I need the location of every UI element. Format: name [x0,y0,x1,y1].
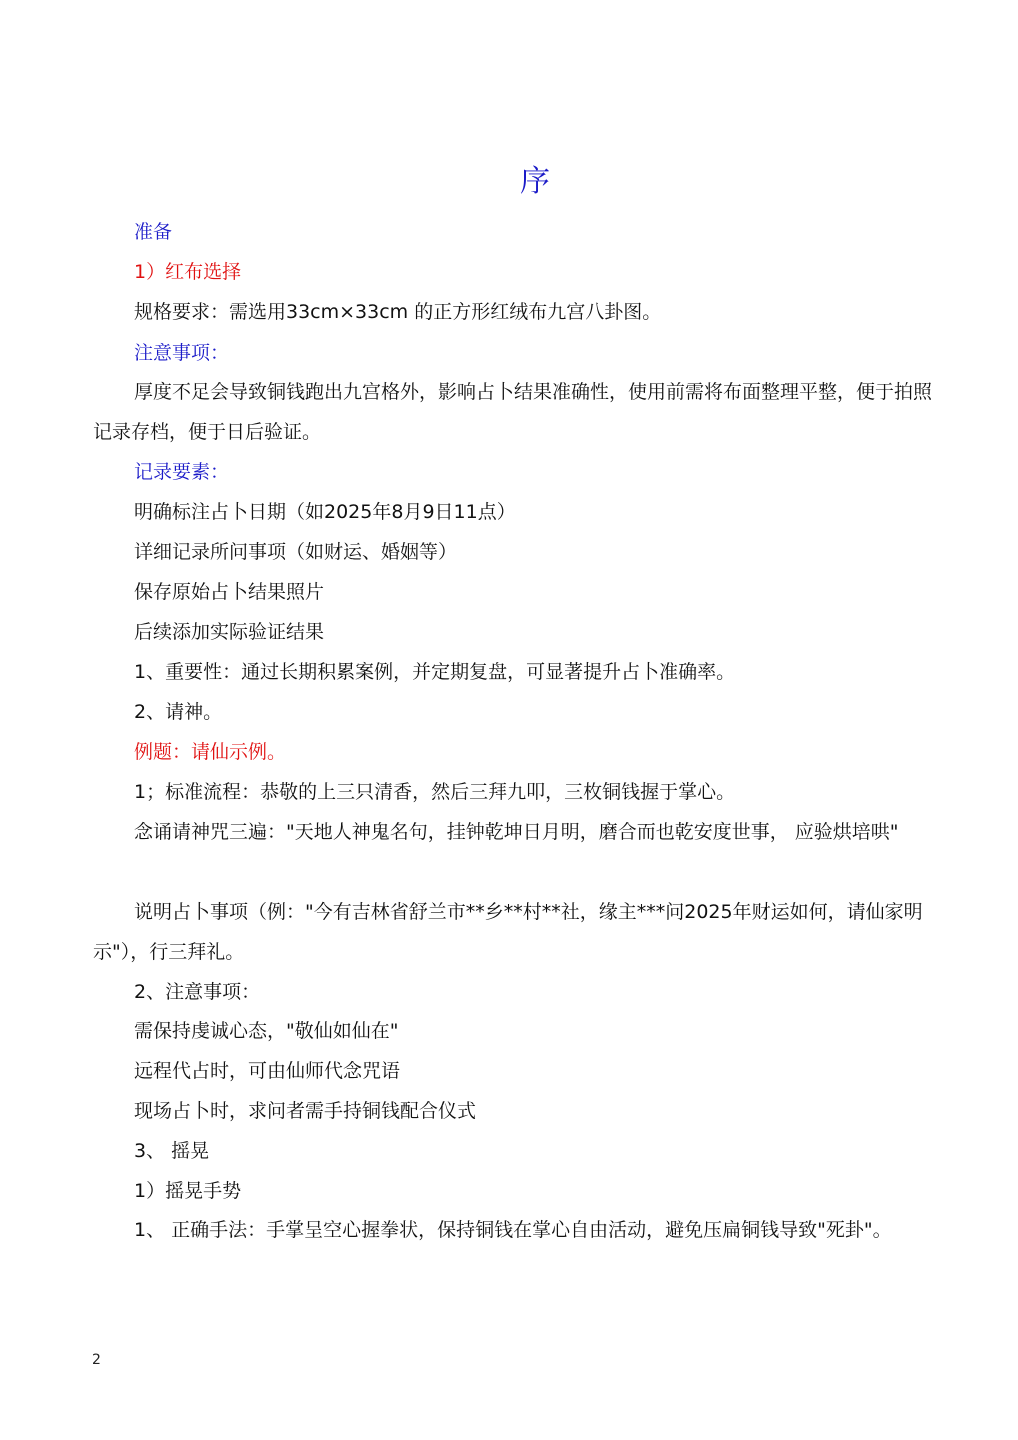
notes-paragraph: 厚度不足会导致铜钱跑出九宫格外，影响占卜结果准确性，使用前需将布面整理平整，便于拍照记录存档，便于日后验证。 [93,381,933,443]
spec-requirement: 规格要求：需选用33cm×33cm 的正方形红绒布九宫八卦图。 [134,301,662,323]
shake-heading: 3、 摇晃 [134,1140,210,1162]
record-item-photo: 保存原始占卜结果照片 [134,581,325,603]
heading-red-cloth: 1）红布选择 [134,261,242,283]
shake-gesture-heading: 1）摇晃手势 [134,1180,242,1202]
example-heading: 例题：请仙示例。 [134,741,287,763]
heading-notes: 注意事项： [134,342,230,364]
page-title: 序 [520,164,550,199]
heading-record-elements: 记录要素： [134,461,230,483]
note-onsite: 现场占卜时，求问者需手持铜钱配合仪式 [134,1100,477,1122]
note-sincerity: 需保持虔诚心态，"敬仙如仙在" [134,1020,399,1042]
record-item-matter: 详细记录所问事项（如财运、婚姻等） [134,541,458,563]
note-remote: 远程代占时，可由仙师代念咒语 [134,1060,401,1082]
record-item-date: 明确标注占卜日期（如2025年8月9日11点） [134,501,516,523]
record-item-verify: 后续添加实际验证结果 [134,621,325,643]
heading-prepare: 准备 [134,221,173,243]
page-number: 2 [92,1352,101,1368]
correct-method-paragraph: 1、 正确手法：手掌呈空心握拳状，保持铜钱在掌心自由活动，避免压扁铜钱导致"死卦"。 [134,1219,892,1241]
importance-line: 1、重要性：通过长期积累案例，并定期复盘，可显著提升占卜准确率。 [134,661,736,683]
standard-procedure: 1；标准流程：恭敬的上三只清香，然后三拜九叩，三枚铜钱握于掌心。 [134,781,736,803]
chant-paragraph: 念诵请神咒三遍："天地人神鬼名句，挂钟乾坤日月明，磨合而也乾安度世事， 应验烘培哄" [134,821,899,843]
notes-heading-2: 2、注意事项： [134,981,261,1003]
invoke-heading: 2、请神。 [134,701,223,723]
explain-paragraph: 说明占卜事项（例："今有吉林省舒兰市**乡**村**社，缘主***问2025年财运如何，请仙家明示"），行三拜礼。 [93,901,923,963]
